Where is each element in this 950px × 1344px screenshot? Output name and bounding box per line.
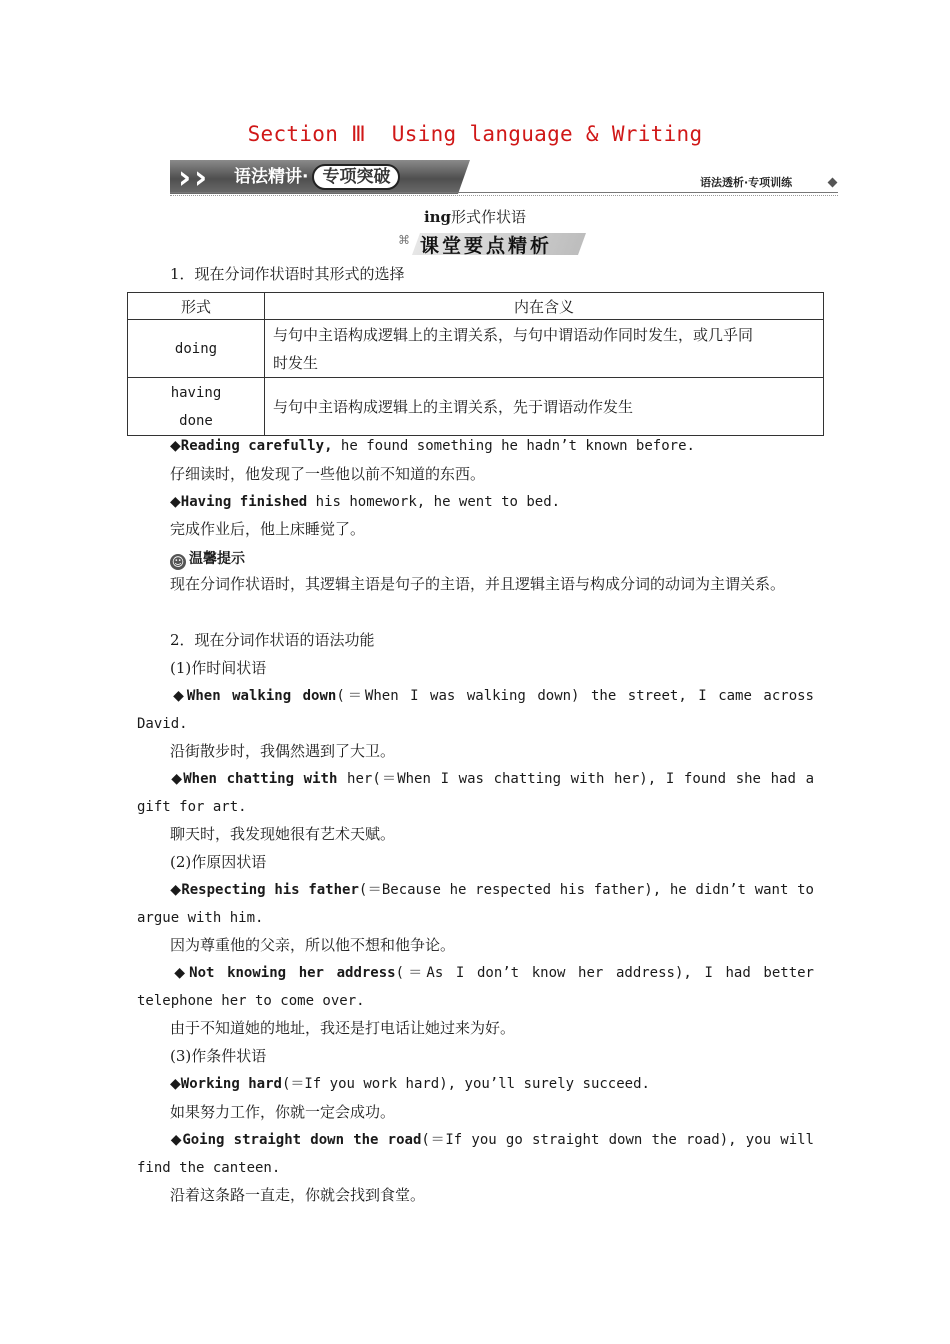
example-rest: her(＝When I was chatting with her), I found she had a gift for art. [137, 771, 814, 815]
example-sentence [137, 765, 814, 821]
example-translation: 由于不知道她的地址，我还是打电话让她过来为好。 [170, 1019, 516, 1037]
example-rest: his homework, he went to bed. [307, 494, 561, 510]
tip-body: 现在分词作状语时，其逻辑主语是句子的主语，并且逻辑主语与构成分词的动词为主谓关系。 [170, 575, 786, 593]
example-rest: (＝When I was walking down) the street, I came across David. [137, 688, 814, 732]
table-cell-form [128, 378, 265, 436]
diamond-bullet-icon: ◆ [170, 688, 187, 704]
example-sentence [170, 492, 560, 512]
banner-main-text: 语法精讲· [234, 167, 309, 187]
table-cell-meaning: 与句中主语构成逻辑上的主谓关系，先于谓语动作发生 [265, 378, 824, 436]
chevron-right-icon: › [194, 158, 208, 196]
table-cell-meaning [265, 320, 824, 378]
section-tag [398, 230, 588, 256]
example-bold: Respecting his father [181, 882, 359, 898]
example-translation: 仔细读时，他发现了一些他以前不知道的东西。 [170, 465, 486, 483]
table-row [128, 378, 824, 436]
tip-label [170, 548, 245, 568]
meaning-line: 时发生 [273, 353, 319, 372]
example-translation: 沿着这条路一直走，你就会找到食堂。 [170, 1186, 426, 1204]
example-translation: 如果努力工作，你就一定会成功。 [170, 1103, 396, 1121]
example-translation: 聊天时，我发现她很有艺术天赋。 [170, 825, 396, 843]
example-bold: When walking down [186, 688, 337, 704]
table-header-form: 形式 [128, 293, 265, 320]
example-bold: Having finished [180, 494, 308, 510]
meaning-line: 与句中主语构成逻辑上的主谓关系，与句中谓语动作同时发生，或几乎同 [273, 325, 754, 344]
example-translation: 沿街散步时，我偶然遇到了大卫。 [170, 742, 396, 760]
tip-text [137, 570, 814, 598]
example-bold: Going straight down the road [182, 1132, 422, 1148]
example-rest: he found something he hadn’t known before. [332, 438, 695, 454]
diamond-bullet-icon: ◆ [170, 438, 181, 454]
example-rest: (＝Because he respected his father), he didn’t want to argue with him. [137, 882, 814, 926]
topic-prefix: ing [423, 208, 452, 226]
table-row [128, 320, 824, 378]
example-translation: 完成作业后，他上床睡觉了。 [170, 520, 366, 538]
diamond-bullet-icon: ◆ [170, 882, 182, 898]
example-sentence [137, 959, 814, 1015]
diamond-bullet-icon: ◆ [170, 494, 181, 510]
diamond-bullet-icon: ◆ [170, 965, 190, 981]
example-bold: Working hard [180, 1076, 282, 1092]
tip-label-text: 温馨提示 [189, 551, 245, 567]
example-rest: (＝If you work hard), you’ll surely succeed. [281, 1076, 650, 1092]
example-sentence [170, 1074, 650, 1094]
point-2-heading: 2．现在分词作状语的语法功能 [170, 631, 375, 649]
sub-heading-time: (1)作时间状语 [170, 659, 267, 677]
form-line: done [179, 412, 213, 429]
banner-pill: 专项突破 [312, 164, 400, 190]
table-cell-form: doing [128, 320, 265, 378]
diamond-bullet-icon: ◆ [170, 771, 184, 787]
example-sentence [137, 1126, 814, 1182]
header-right-text: 语法透析·专项训练 [700, 176, 793, 189]
example-rest: (＝If you go straight down the road), you will find the canteen. [137, 1132, 814, 1176]
example-bold: Not knowing her address [189, 965, 396, 981]
example-sentence [170, 436, 695, 456]
sub-heading-reason: (2)作原因状语 [170, 853, 267, 871]
example-bold: When chatting with [183, 771, 338, 787]
forms-table [127, 292, 824, 436]
table-header-meaning: 内在含义 [265, 293, 824, 320]
point-1-heading: 1．现在分词作状语时其形式的选择 [170, 265, 405, 283]
section-label: 课堂要点精析 [420, 235, 553, 257]
diamond-bullet-icon: ◆ [170, 1076, 181, 1092]
diamond-icon [828, 178, 838, 188]
example-sentence [137, 876, 814, 932]
example-rest: (＝As I don’t know her address), I had better telephone her to come over. [137, 965, 814, 1009]
topic-heading [0, 206, 950, 227]
sub-heading-condition: (3)作条件状语 [170, 1047, 267, 1065]
example-sentence [137, 682, 814, 738]
ornament-icon: ⌘ [398, 233, 410, 247]
form-line: having [170, 384, 222, 401]
example-bold: Reading carefully, [180, 438, 333, 454]
example-translation: 因为尊重他的父亲，所以他不想和他争论。 [170, 936, 456, 954]
chevron-right-icon: › [178, 158, 192, 196]
table-header-row [128, 293, 824, 320]
page-title: Section Ⅲ Using language & Writing [247, 122, 703, 146]
smiley-icon: ☺ [171, 555, 185, 569]
diamond-bullet-icon: ◆ [170, 1132, 183, 1148]
header-rule-dotted [170, 195, 838, 196]
banner-title [234, 164, 400, 190]
topic-suffix: 形式作状语 [451, 208, 527, 226]
header-rule [170, 192, 838, 193]
